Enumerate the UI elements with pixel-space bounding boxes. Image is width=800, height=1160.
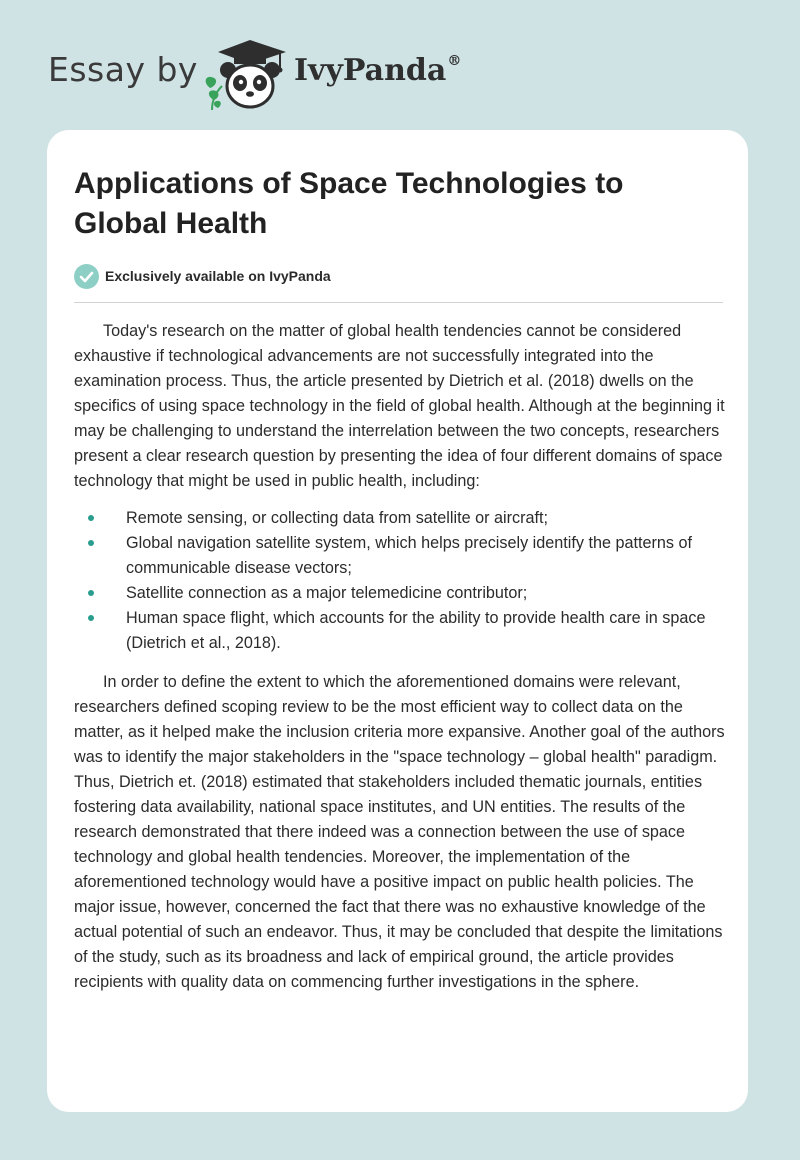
essay-card [47,130,748,1112]
conclusion-paragraph: In order to define the extent to which the aforementioned domains were relevant, researchers defined scoping review to be the most efficient way to collect data on the matter, as it helped make the inclusion criteria more expansive. Another goal of the authors was to identify the major stakeholders in the "space technology – global health" paradigm. Thus, Dietrich et. (2018) estimated that stakeholders included thematic journals, entities fostering data availability, national space institutes, and UN entities. The results of the research demonstrated that there indeed was a connection between the use of space technology and global health tendencies. Moreover, the implementation of the aforementioned technology would have a positive impact on public health policies. The major issue, however, concerned the fact that there was no exhaustive knowledge of the actual potential of such an endeavor. Thus, it may be concluded that despite the limitations of the study, such as its broadness and lack of empirical ground, the article provides recipients with quality data on commencing further investigations in the sphere. [74,673,725,991]
title-divider [74,302,723,303]
essay-by-label: Essay by [48,50,198,89]
bullet-dot-icon [88,590,94,596]
domain-list [74,506,726,656]
bullet-dot-icon [88,540,94,546]
exclusive-badge-label: Exclusively available on IvyPanda [105,268,331,284]
list-item-text: Global navigation satellite system, which helps precisely identify the patterns of communicable disease vectors; [126,534,692,577]
site-header [0,0,800,130]
list-item-text: Human space flight, which accounts for the ability to provide health care in space (Dietrich et al., 2018). [126,609,706,652]
brand-text: IvyPanda [294,53,447,88]
trademark-symbol: ® [447,53,462,69]
essay-title: Applications of Space Technologies to Global Health [74,167,624,240]
essay-body [74,319,726,995]
list-item [126,581,726,606]
check-circle-icon [74,264,99,289]
list-item [126,606,726,656]
list-item-text: Remote sensing, or collecting data from satellite or aircraft; [126,509,548,527]
list-item-text: Satellite connection as a major telemedicine contributor; [126,584,528,602]
intro-paragraph: Today's research on the matter of global health tendencies cannot be considered exhaustive if technological advancements are not successfully integrated into the examination process. Thus, the article presented by Dietrich et al. (2018) dwells on the specifics of using space technology in the field of global health. Although at the beginning it may be challenging to understand the interrelation between the two concepts, researchers present a clear research question by presenting the idea of four different domains of space technology that might be used in public health, including: [74,322,725,490]
list-item [126,506,726,531]
panda-graduate-icon [200,36,290,112]
exclusive-badge [74,263,331,289]
list-item [126,531,726,581]
bullet-dot-icon [88,615,94,621]
bullet-dot-icon [88,515,94,521]
brand-name[interactable] [294,53,461,88]
